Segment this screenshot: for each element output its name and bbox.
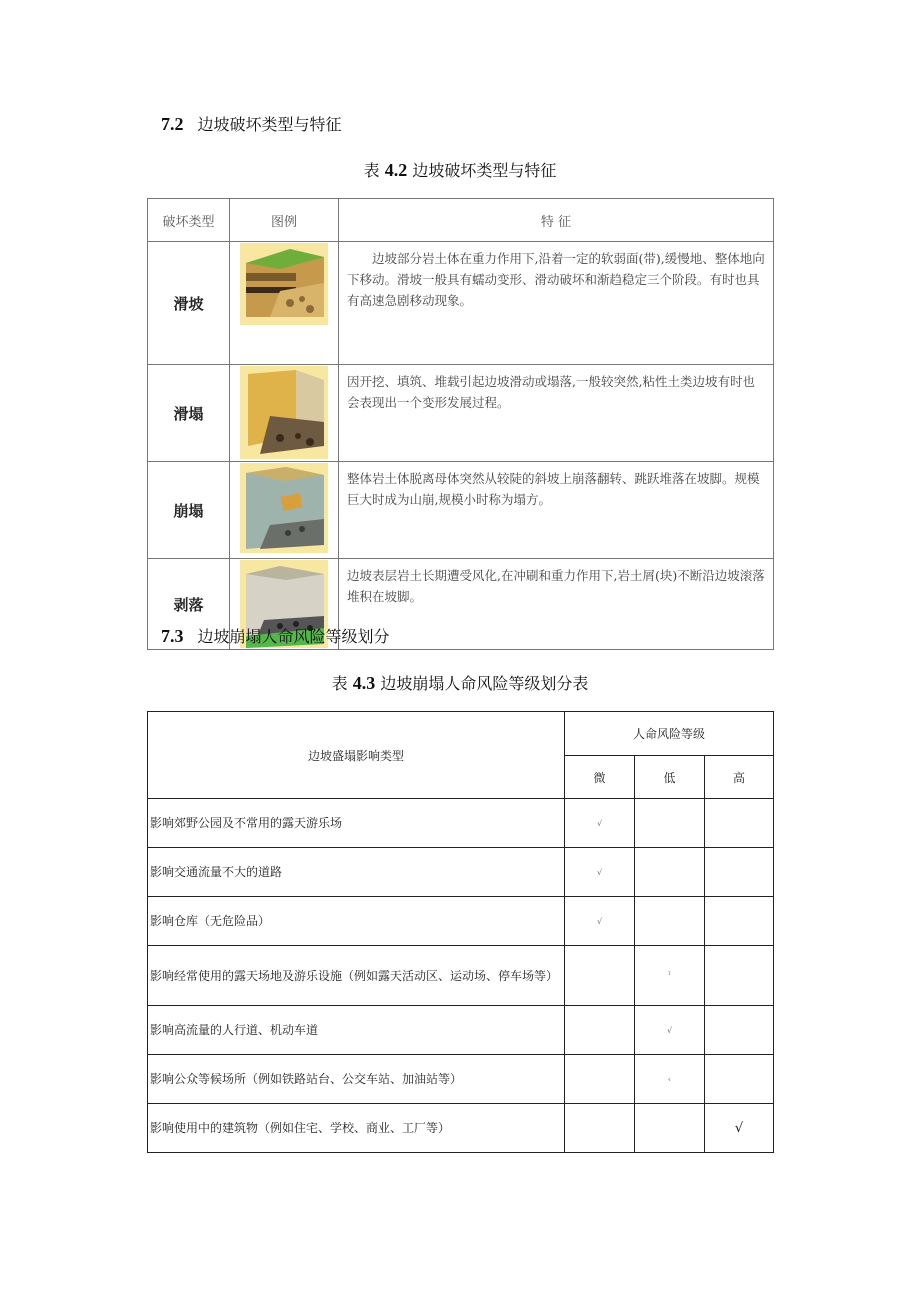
header-impact-type: 边坡盛塌影响类型: [148, 712, 565, 799]
table-row: [148, 848, 774, 897]
caption-text: 边坡崩塌人命风险等级划分表: [380, 674, 589, 693]
impact-label: 影响高流量的人行道、机动车道: [148, 1006, 565, 1055]
caption-prefix: 表: [363, 161, 380, 180]
check-mark: [635, 1104, 705, 1153]
check-mark: √: [565, 799, 635, 848]
check-mark: [635, 799, 705, 848]
check-mark: [705, 799, 774, 848]
check-mark: √: [565, 848, 635, 897]
header-risk-level: 人命风险等级: [565, 712, 774, 756]
check-mark: [635, 848, 705, 897]
feature-desc: 整体岩土体脱离母体突然从较陡的斜坡上崩落翻转、跳跃堆落在坡脚。规模巨大时成为山崩,规模小时称为塌方。: [339, 462, 774, 559]
table-caption-4-3: [0, 671, 920, 694]
caption-prefix: 表: [331, 674, 348, 693]
table-caption-4-2: [0, 158, 920, 181]
check-mark: [565, 1055, 635, 1104]
risk-level-table: [147, 711, 774, 1153]
table-row: [148, 1006, 774, 1055]
section-number: 7.3: [161, 626, 184, 646]
header-legend: 图例: [230, 199, 339, 242]
check-mark: ‹: [635, 1055, 705, 1104]
caption-number: 4.2: [384, 160, 408, 180]
check-mark: [565, 1006, 635, 1055]
check-mark: √: [635, 1006, 705, 1055]
check-mark: [565, 1104, 635, 1153]
check-mark: [705, 1006, 774, 1055]
feature-desc: 边坡表层岩土长期遭受风化,在冲刷和重力作用下,岩土屑(块)不断沿边坡滚落堆积在坡脚。: [339, 559, 774, 650]
collapse-diagram: [230, 462, 339, 559]
table-row: [148, 897, 774, 946]
header-feature: 特 征: [339, 199, 774, 242]
section-title: 边坡崩塌人命风险等级划分: [197, 627, 390, 646]
check-mark: [705, 897, 774, 946]
check-mark: [705, 1055, 774, 1104]
feature-desc: 边坡部分岩土体在重力作用下,沿着一定的软弱面(带),缓慢地、整体地向下移动。滑坡一般具有蠕动变形、滑动破坏和渐趋稳定三个阶段。有时也具有高速急剧移动现象。: [339, 242, 774, 365]
section-title: 边坡破坏类型与特征: [197, 115, 342, 134]
section-number: 7.2: [161, 114, 184, 134]
header-type: 破坏类型: [148, 199, 230, 242]
table-row: [148, 799, 774, 848]
failure-type: 滑坡: [148, 242, 230, 365]
impact-label: 影响公众等候场所（例如铁路站台、公交车站、加油站等）: [148, 1055, 565, 1104]
table-row: [148, 242, 774, 365]
slump-diagram: [230, 365, 339, 462]
check-mark: [705, 848, 774, 897]
check-mark: √: [705, 1104, 774, 1153]
level-high: 高: [705, 756, 774, 799]
impact-label: 影响使用中的建筑物（例如住宅、学校、商业、工厂等）: [148, 1104, 565, 1153]
impact-label: 影响仓库（无危险品）: [148, 897, 565, 946]
section-heading-7-3: [161, 624, 390, 647]
impact-label: 影响经常使用的露天场地及游乐设施（例如露天活动区、运动场、停车场等）: [148, 946, 565, 1006]
caption-number: 4.3: [352, 673, 376, 693]
table-row: [148, 462, 774, 559]
caption-text: 边坡破坏类型与特征: [412, 161, 557, 180]
landslide-diagram: [230, 242, 339, 365]
check-mark: [635, 897, 705, 946]
slope-failure-table: [147, 198, 774, 650]
check-mark: [565, 946, 635, 1006]
failure-type: 滑塌: [148, 365, 230, 462]
failure-type: 崩塌: [148, 462, 230, 559]
check-mark: [705, 946, 774, 1006]
table-header-row: [148, 199, 774, 242]
section-heading-7-2: [161, 112, 342, 135]
table-row: [148, 365, 774, 462]
check-mark: √: [565, 897, 635, 946]
table-header-row: [148, 712, 774, 756]
table-row: [148, 946, 774, 1006]
feature-desc: 因开挖、填筑、堆载引起边坡滑动或塌落,一般较突然,粘性土类边坡有时也会表现出一个变形发展过程。: [339, 365, 774, 462]
failure-type: 剥落: [148, 559, 230, 650]
check-mark: ˀ: [635, 946, 705, 1006]
table-row: [148, 1104, 774, 1153]
impact-label: 影响郊野公园及不常用的露天游乐场: [148, 799, 565, 848]
impact-label: 影响交通流量不大的道路: [148, 848, 565, 897]
table-row: [148, 1055, 774, 1104]
level-low: 低: [635, 756, 705, 799]
level-negligible: 微: [565, 756, 635, 799]
